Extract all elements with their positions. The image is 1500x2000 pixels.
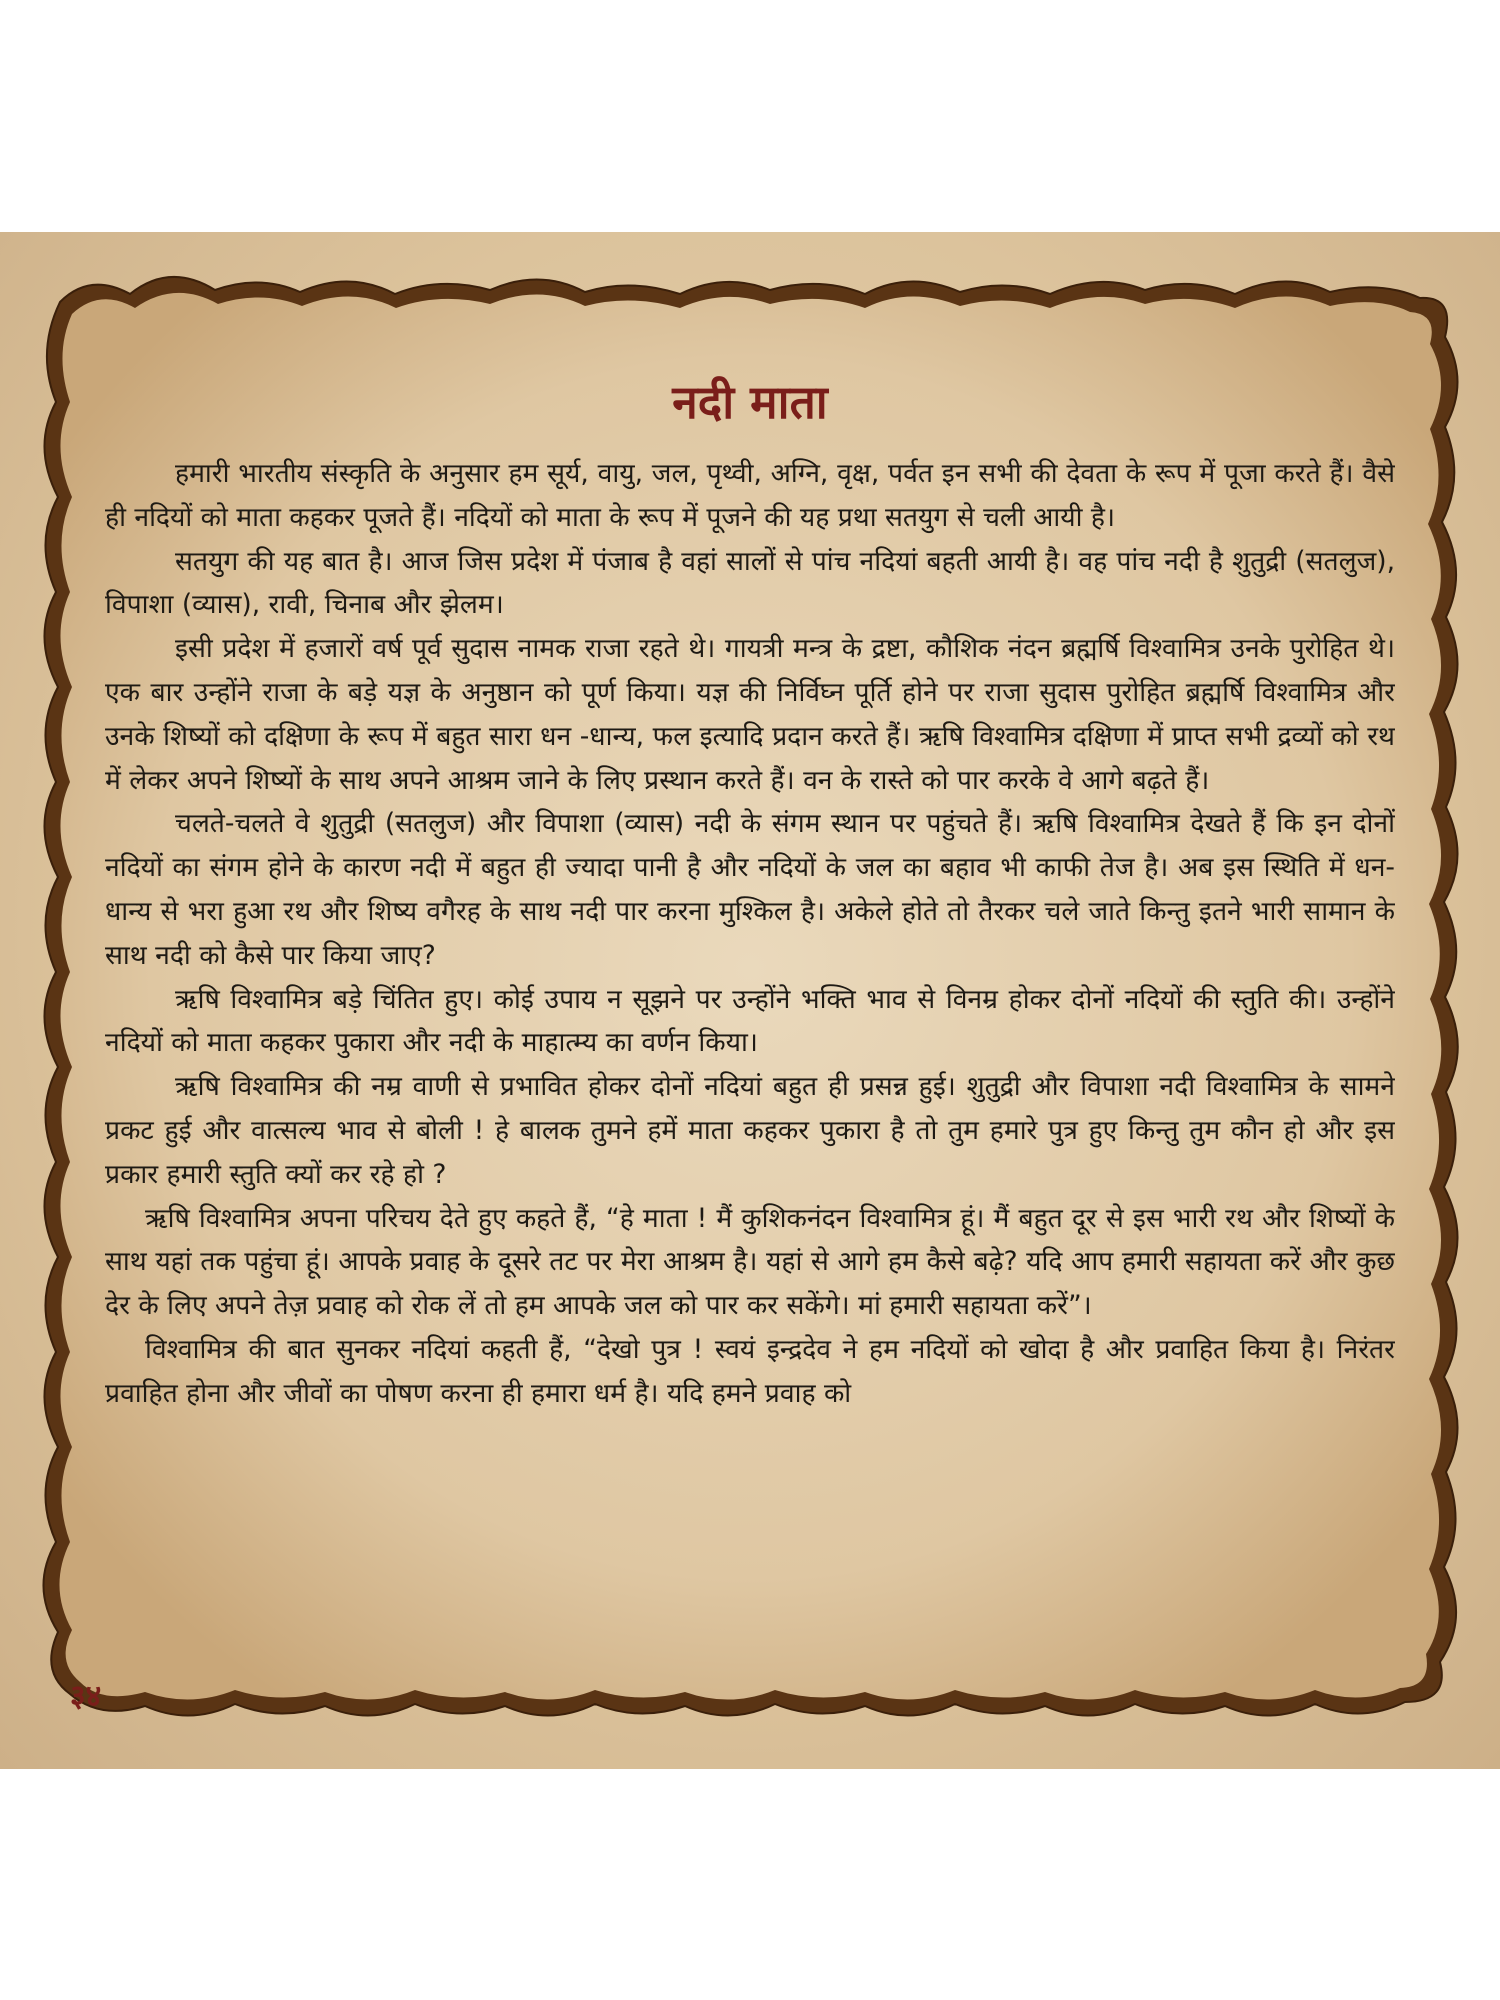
paragraph-6: ऋषि विश्वामित्र की नम्र वाणी से प्रभावित होकर दोनों नदियां बहुत ही प्रसन्न हुई। शुतुद्री और विपाशा नदी विश्वामित्र के सामने प्रकट हुई और वात्सल्य भाव से बोली ! हे बालक तुमने हमें माता कहकर पुकारा है तो तुम हमारे पुत्र हुए किन्तु तुम कौन हो और इस प्रकार हमारी स्तुति क्यों कर रहे हो ? xyxy=(105,1071,1395,1190)
paragraph-4: चलते-चलते वे शुतुद्री (सतलुज) और विपाशा (व्यास) नदी के संगम स्थान पर पहुंचते हैं। ऋषि विश्वामित्र देखते हैं कि इन दोनों नदियों का संगम होने के कारण नदी में बहुत ही ज्यादा पानी है और नदियों के जल का बहाव भी काफी तेज है। अब इस स्थिति में धन-धान्य से भरा हुआ रथ और शिष्य वगैरह के साथ नदी पार करना मुश्किल है। अकेले होते तो तैरकर चले जाते किन्तु इतने भारी सामान के साथ नदी को कैसे पार किया जाए? xyxy=(105,808,1395,971)
paragraph-3: इसी प्रदेश में हजारों वर्ष पूर्व सुदास नामक राजा रहते थे। गायत्री मन्त्र के द्रष्टा, कौशिक नंदन ब्रह्मर्षि विश्वामित्र उनके पुरोहित थे। एक बार उन्होंने राजा के बड़े यज्ञ के अनुष्ठान को पूर्ण किया। यज्ञ की निर्विघ्न पूर्ति होने पर राजा सुदास पुरोहित ब्रह्मर्षि विश्वामित्र और उनके शिष्यों को दक्षिणा के रूप में बहुत सारा धन -धान्य, फल इत्यादि प्रदान करते हैं। ऋषि विश्वामित्र दक्षिणा में प्राप्त सभी द्रव्यों को रथ में लेकर अपने शिष्यों के साथ अपने आश्रम जाने के लिए प्रस्थान करते हैं। वन के रास्ते को पार करके वे आगे बढ़ते हैं। xyxy=(105,633,1395,796)
page-title: नदी माता xyxy=(672,375,828,429)
story-content xyxy=(105,372,1395,1672)
paragraph-1: हमारी भारतीय संस्कृति के अनुसार हम सूर्य, वायु, जल, पृथ्वी, अग्नि, वृक्ष, पर्वत इन सभी की देवता के रूप में पूजा करते हैं। वैसे ही नदियों को माता कहकर पूजते हैं। नदियों को माता के रूप में पूजने की यह प्रथा सतयुग से चली आयी है। xyxy=(105,458,1395,533)
paragraph-2: सतयुग की यह बात है। आज जिस प्रदेश में पंजाब है वहां सालों से पांच नदियां बहती आयी है। वह पांच नदी है शुतुद्री (सतलुज), विपाशा (व्यास), रावी, चिनाब और झेलम। xyxy=(105,545,1395,621)
paragraph-7: ऋषि विश्वामित्र अपना परिचय देते हुए कहते हैं, “हे माता ! मैं कुशिकनंदन विश्वामित्र हूं। मैं बहुत दूर से इस भारी रथ और शिष्यों के साथ यहां तक पहुंचा हूं। आपके प्रवाह के दूसरे तट पर मेरा आश्रम है। यहां से आगे हम कैसे बढ़े? यदि आप हमारी सहायता करें और कुछ देर के लिए अपने तेज़ प्रवाह को रोक लें तो हम आपके जल को पार कर सकेंगे। मां हमारी सहायता करें”। xyxy=(105,1202,1395,1322)
paragraph-8: विश्वामित्र की बात सुनकर नदियां कहती हैं, “देखो पुत्र ! स्वयं इन्द्रदेव ने हम नदियों को खोदा है और प्रवाहित किया है। निरंतर प्रवाहित होना और जीवों का पोषण करना ही हमारा धर्म है। यदि हमने प्रवाह को xyxy=(105,1333,1395,1409)
paragraph-5: ऋषि विश्वामित्र बड़े चिंतित हुए। कोई उपाय न सूझने पर उन्होंने भक्ति भाव से विनम्र होकर दोनों नदियों की स्तुति की। उन्होंने नदियों को माता कहकर पुकारा और नदी के माहात्म्य का वर्णन किया। xyxy=(105,983,1395,1059)
page-number: ३४ xyxy=(70,1679,102,1714)
